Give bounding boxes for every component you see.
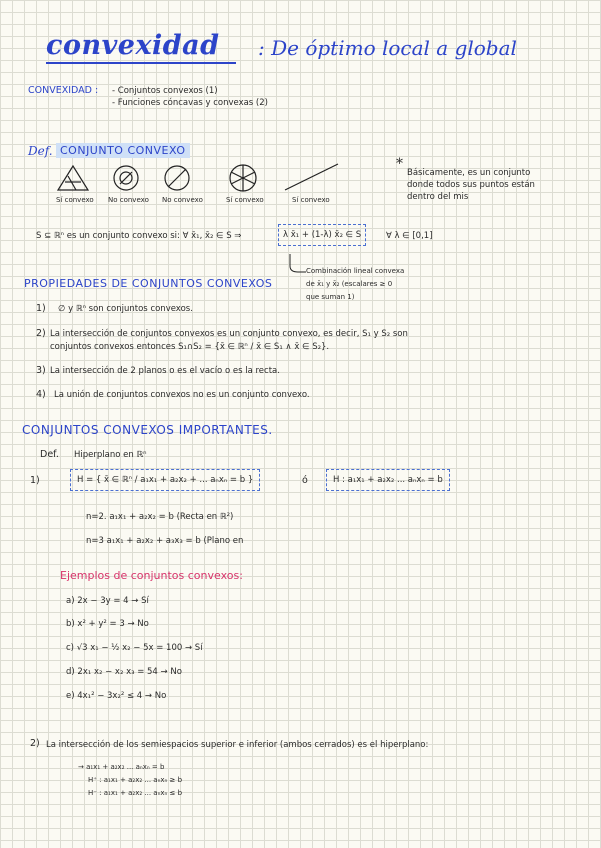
shape-label-4: Sí convexo xyxy=(226,196,264,204)
note-line-2: donde todos sus puntos están xyxy=(407,180,535,190)
hyperplane-formula: H = { x̄ ∈ ℝⁿ / a₁x₁ + a₂x₂ + ... aₙxₙ = b } xyxy=(70,469,260,491)
circle-hole-shape xyxy=(114,166,138,190)
note-star: * xyxy=(396,156,403,172)
def-formula: S ⊆ ℝⁿ es un conjunto convexo si: ∀ x̄₁, x̄₂ ∈ S ⇒ xyxy=(36,231,242,241)
shape-label-5: Sí convexo xyxy=(292,196,330,204)
comb-note-1: Combinación lineal convexa xyxy=(306,267,405,275)
item2-line-3: H⁻ : a₁x₁ + a₂x₂ ... aₙxₙ ≤ b xyxy=(88,789,183,797)
def-formula-boxed: λ x̄₁ + (1-λ) x̄₂ ∈ S xyxy=(278,224,366,246)
importantes-item-1-num: 1) xyxy=(30,475,40,486)
shape-label-1: Sí convexo xyxy=(56,196,94,204)
hyperplane-or: ó xyxy=(302,475,308,486)
note-line-1: Básicamente, es un conjunto xyxy=(407,168,531,178)
ejemplos-heading: Ejemplos de conjuntos convexos: xyxy=(60,569,243,582)
def-prefix: Def. xyxy=(28,144,53,158)
prop-4-text: La unión de conjuntos convexos no es un conjunto convexo. xyxy=(54,390,310,400)
ejemplo-c: c) √3 x₁ − ½ x₂ − 5x = 100 → Sí xyxy=(66,643,203,653)
comb-note-3: que suman 1) xyxy=(306,293,355,301)
title-underline xyxy=(46,62,236,64)
item2-text: La intersección de los semiespacios superior e inferior (ambos cerrados) es el hiperplano: xyxy=(46,740,429,750)
item2-num: 2) xyxy=(30,738,40,749)
convexidad-item-2: - Funciones cóncavas y convexas (2) xyxy=(112,98,268,108)
convexidad-label: CONVEXIDAD : xyxy=(28,85,99,96)
hyperplane-n2: n=2. a₁x₁ + a₂x₂ = b (Recta en ℝ²) xyxy=(86,512,234,522)
page-subtitle: : De óptimo local a global xyxy=(258,36,517,60)
prop-2-text: La intersección de conjuntos convexos es un conjunto convexo, es decir, S₁ y S₂ son xyxy=(50,329,408,339)
prop-3-text: La intersección de 2 planos o es el vacío o es la recta. xyxy=(50,366,280,376)
ejemplo-a: a) 2x − 3y = 4 → Sí xyxy=(66,596,149,606)
importantes-heading: CONJUNTOS CONVEXOS IMPORTANTES. xyxy=(22,423,273,437)
importantes-def-prefix: Def. xyxy=(40,449,59,460)
item2-line-1: → a₁x₁ + a₂x₂ ... aₙxₙ = b xyxy=(78,763,165,771)
item2-line-2: H⁺ : a₁x₁ + a₂x₂ ... aₙxₙ ≥ b xyxy=(88,776,183,784)
prop-1-text: ∅ y ℝⁿ son conjuntos convexos. xyxy=(58,304,193,314)
ejemplo-e: e) 4x₁² − 3x₂² ≤ 4 → No xyxy=(66,691,167,701)
ejemplo-d: d) 2x₁ x₂ − x₂ x₃ = 54 → No xyxy=(66,667,182,677)
def-label: CONJUNTO CONVEXO xyxy=(56,143,190,158)
prop-2-text2: conjuntos convexos entonces S₁∩S₂ = {x̄ ∈ ℝⁿ / x̄ ∈ S₁ ∧ x̄ ∈ S₂}. xyxy=(50,342,330,352)
circle-line-shape xyxy=(165,166,189,190)
prop-2-num: 2) xyxy=(36,328,46,339)
convexidad-item-1: - Conjuntos convexos (1) xyxy=(112,86,218,96)
hyperplane-formula-2: H : a₁x₁ + a₂x₂ ... aₙxₙ = b xyxy=(326,469,450,491)
page-title: convexidad xyxy=(46,30,220,61)
shape-label-2: No convexo xyxy=(108,196,149,204)
line-shape xyxy=(285,164,338,190)
circle-grid-shape xyxy=(230,165,256,191)
prop-4-num: 4) xyxy=(36,389,46,400)
prop-3-num: 3) xyxy=(36,365,46,376)
ejemplo-b: b) x² + y² = 3 → No xyxy=(66,619,149,629)
comb-note-2: de x̄₁ y x̄₂ (escalares ≥ 0 xyxy=(306,280,393,288)
importantes-def-label: Hiperplano en ℝⁿ xyxy=(74,450,147,460)
prop-1-num: 1) xyxy=(36,303,46,314)
def-formula-tail: ∀ λ ∈ [0,1] xyxy=(386,231,433,241)
note-line-3: dentro del mis xyxy=(407,192,469,202)
props-heading: PROPIEDADES DE CONJUNTOS CONVEXOS xyxy=(24,277,273,290)
triangle-shape xyxy=(58,166,88,190)
hyperplane-n3: n=3 a₁x₁ + a₂x₂ + a₃x₃ = b (Plano en xyxy=(86,536,244,546)
shape-label-3: No convexo xyxy=(162,196,203,204)
